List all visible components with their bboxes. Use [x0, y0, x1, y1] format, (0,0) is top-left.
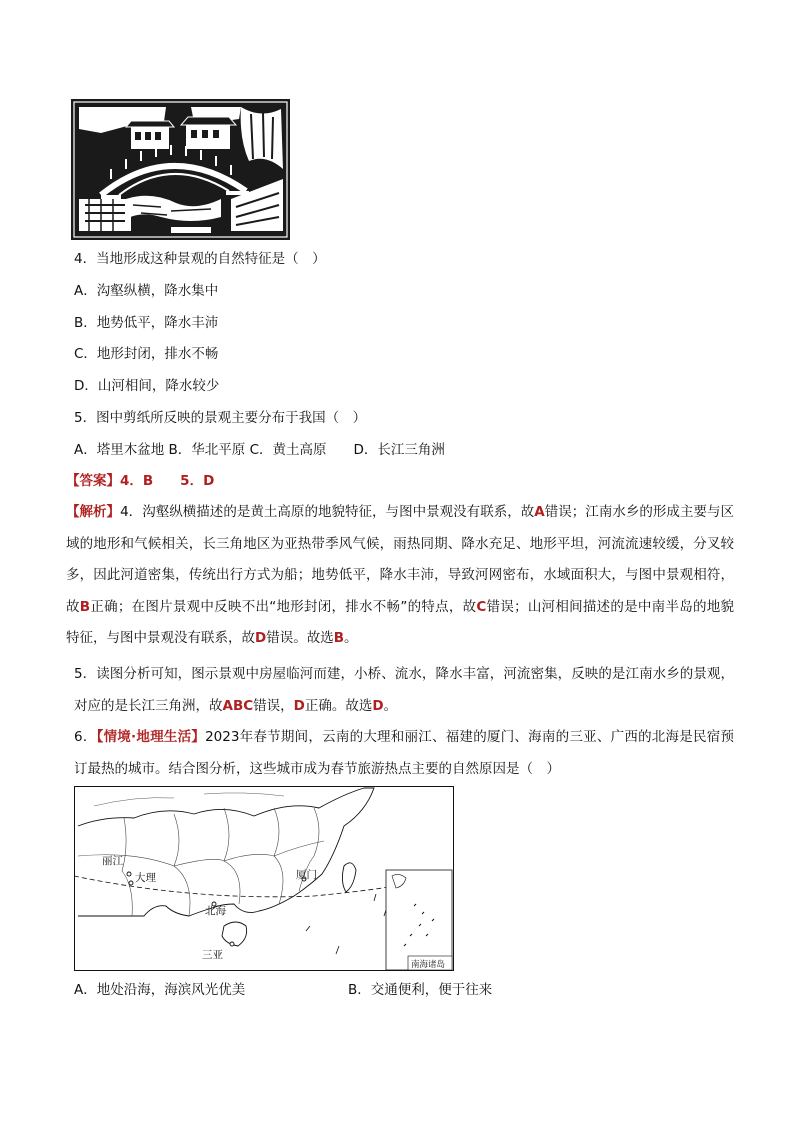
answer-label: 【答案】: [66, 473, 120, 489]
analysis-5-text-4: 。: [383, 697, 398, 714]
map-label-lijiang: 丽江: [102, 855, 123, 867]
analysis-label: 【解析】: [66, 504, 121, 520]
analysis-5-answer-d: D: [372, 697, 384, 714]
map-label-dali: 大理: [135, 872, 156, 884]
paper-cut-illustration: [71, 99, 290, 240]
question-4-option-a: A．沟壑纵横，降水集中: [74, 283, 219, 299]
question-5-options: A．塔里木盆地 B．华北平原 C．黄土高原 D．长江三角洲: [74, 442, 445, 458]
south-china-map: [74, 786, 454, 971]
analysis-paragraph-4: [66, 497, 734, 655]
analysis-5-text-2: 错误，: [253, 697, 294, 714]
analysis-4-letter-d: D: [255, 630, 267, 646]
question-6-text: 2023年春节期间，云南的大理和丽江、福建的厦门、海南的三亚、广西的北海是民宿预订最热的城市。结合图分析，这些城市成为春节旅游热点主要的自然原因是（ ）: [74, 729, 734, 777]
map-label-sanya: 三亚: [202, 949, 223, 961]
analysis-4-text-6: 。: [344, 630, 358, 646]
analysis-5-letter-d: D: [293, 697, 305, 714]
map-figure: [74, 786, 454, 971]
question-6-option-b: B．交通便利，便于往来: [348, 982, 493, 998]
question-6-stem: [74, 722, 734, 785]
analysis-5-text-1: 5．读图分析可知，图示景观中房屋临河而建，小桥、流水，降水丰富，河流密集，反映的是江南水乡的景观，对应的是长江三角洲，故: [74, 666, 734, 714]
question-6-tag: 【情境·地理生活】: [96, 729, 206, 745]
analysis-5-text-3: 正确。故选: [304, 697, 373, 714]
question-4-option-d: D．山河相间，降水较少: [74, 378, 220, 394]
question-5-stem: 5．图中剪纸所反映的景观主要分布于我国（ ）: [74, 410, 367, 426]
analysis-5-letters-abc: ABC: [222, 697, 254, 714]
map-label-south-china-sea-islands: 南海诸岛: [411, 960, 446, 970]
analysis-4-text-5: 错误。故选: [266, 630, 334, 646]
answer-line: [66, 471, 214, 491]
analysis-4-letter-b: B: [79, 598, 91, 615]
question-6-number: 6．: [74, 729, 97, 745]
water-town-paper-cut-image: [71, 99, 290, 240]
analysis-4-text-4: 错误；山河相间描述的是中南半岛的地貌特征，与图中景观没有联系，故: [66, 598, 734, 646]
map-label-xiamen: 厦门: [296, 869, 317, 881]
question-4-stem: 4．当地形成这种景观的自然特征是（ ）: [74, 251, 326, 267]
question-4-option-b: B．地势低平，降水丰沛: [74, 315, 219, 331]
question-4-option-c: C．地形封闭，排水不畅: [74, 346, 219, 362]
question-6-option-a: A．地处沿海，海滨风光优美: [74, 982, 246, 998]
analysis-4-text-2: 错误；江南水乡的形成主要与区域的地形和气候相关，长三角地区为亚热带季风气候，雨热同期、降水充足、地形平坦，河流流速较缓，分叉较多，因此河道密集，传统出行方式为船；地势低平，降水丰沛，导致河网密布，水域面积大，与图中景观相符，故: [66, 504, 735, 615]
answer-text: 4．B 5．D: [120, 473, 215, 489]
analysis-4-text-1: 4．沟壑纵横描述的是黄土高原的地貌特征，与图中景观没有联系，故: [120, 504, 535, 520]
analysis-4-letter-a: A: [534, 504, 545, 520]
analysis-4-text-3: 正确；在图片景观中反映不出“地形封闭，排水不畅”的特点，故: [90, 598, 477, 615]
analysis-4-letter-c: C: [476, 598, 487, 615]
map-label-beihai: 北海: [205, 905, 226, 917]
analysis-paragraph-5: [74, 659, 734, 722]
analysis-4-answer-b: B: [333, 630, 345, 646]
